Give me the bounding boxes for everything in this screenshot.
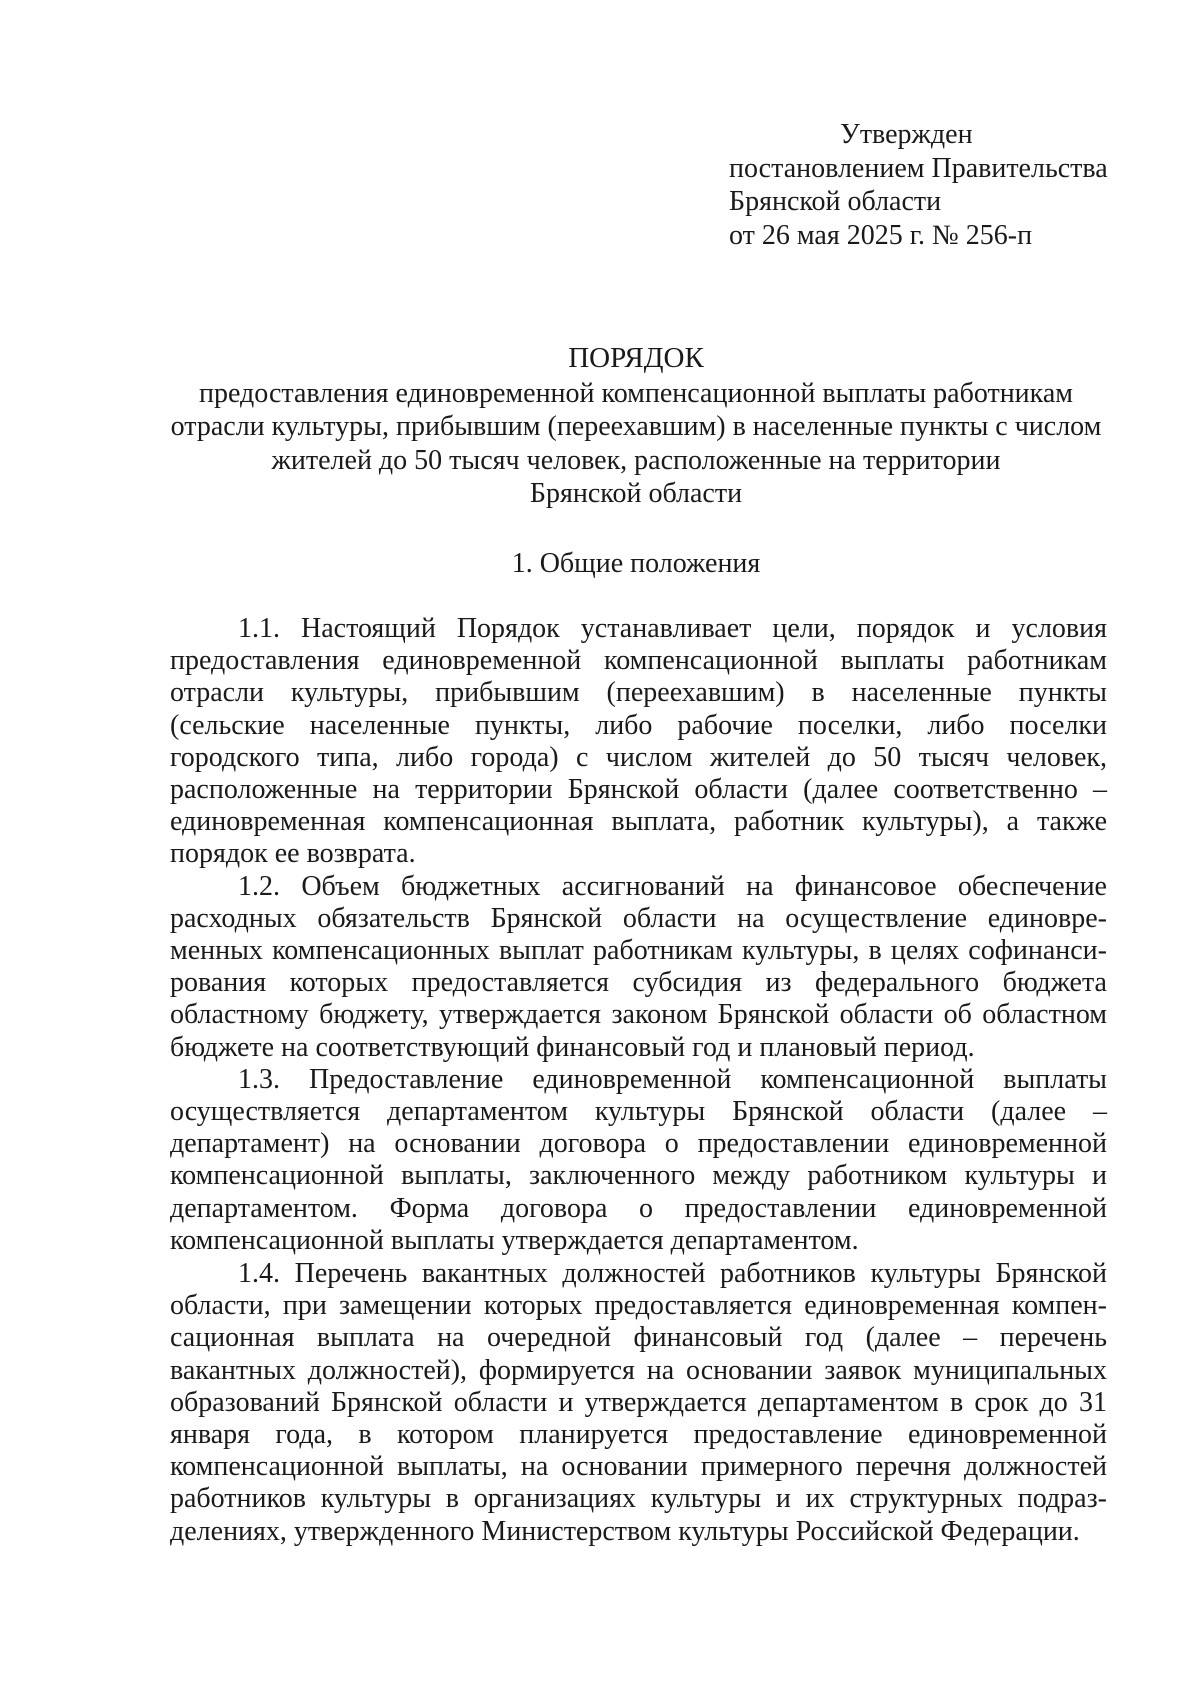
paragraph-1-2: 1.2. Объем бюджетных ассигнований на финансовое обеспечение расходных обязательств Брянской области на осуществление единовременных компенсационных выплат работникам культуры, в целях софинансирования которых предоставляется субсидия из федерального бюджета областному бюджету, утверждается законом Брянской области об областном бюджете на соответствующий финансовый год и плановый период. xyxy=(170,870,1107,1063)
section-title: 1. Общие положения xyxy=(511,548,761,579)
approval-line-date-number: от 26 мая 2025 г. № 256-п xyxy=(729,219,1033,251)
paragraph-1-1: 1.1. Настоящий Порядок устанавливает цели, порядок и условия предоставления единовременной компенсационной выплаты работникам отрасли культуры, прибывшим (переехавшим) в населенные пункты (сельские населенные пункты, либо рабочие поселки, либо поселки городского типа, либо города) с числом жителей до 50 тысяч человек, расположенные на территории Брянской области (далее соответственно – единовременная компенсационная выплата, работник культуры), а также порядок ее возврата. xyxy=(170,613,1107,870)
title-line-1: предоставления единовременной компенсационной выплаты работникам xyxy=(198,377,1073,409)
approval-line-region: Брянской области xyxy=(729,186,942,217)
title-line-4: Брянской области xyxy=(529,478,743,509)
paragraph-1-4: 1.4. Перечень вакантных должностей работников культуры Брянской области, при замещении которых предоставляется единовременная компенсационная выплата на очередной финансовый год (далее – перечень вакантных должностей), формируется на основании заявок муниципальных образований Брянской области и утверждается департаментом в срок до 31 января года, в котором планируется предоставление единовременной компенсационной выплаты, на основании примерного перечня должностей работников культуры в организациях культуры и их структурных подразделениях, утвержденного Министерством культуры Российской Федерации. xyxy=(170,1258,1107,1547)
title-line-3: жителей до 50 тысяч человек, расположенные на территории xyxy=(271,444,1001,476)
approval-line-resolution: постановлением Правительства xyxy=(729,152,1108,184)
paragraph-1-3: 1.3. Предоставление единовременной компенсационной выплаты осуществляется департаментом культуры Брянской области (далее – департамент) на основании договора о предоставлении единовременной компенсационной выплаты, заключенного между работником культуры и департаментом. Форма договора о предоставлении единовременной компенсационной выплаты утверждается департаментом. xyxy=(170,1063,1107,1256)
title-heading: ПОРЯДОК xyxy=(568,342,704,374)
title-line-2: отрасли культуры, прибывшим (переехавшим) в населенные пункты с числом xyxy=(170,411,1102,442)
document-body xyxy=(170,613,1107,1548)
approval-block xyxy=(729,118,1108,252)
approval-line-approved: Утвержден xyxy=(840,119,973,150)
document-title xyxy=(168,342,1104,511)
